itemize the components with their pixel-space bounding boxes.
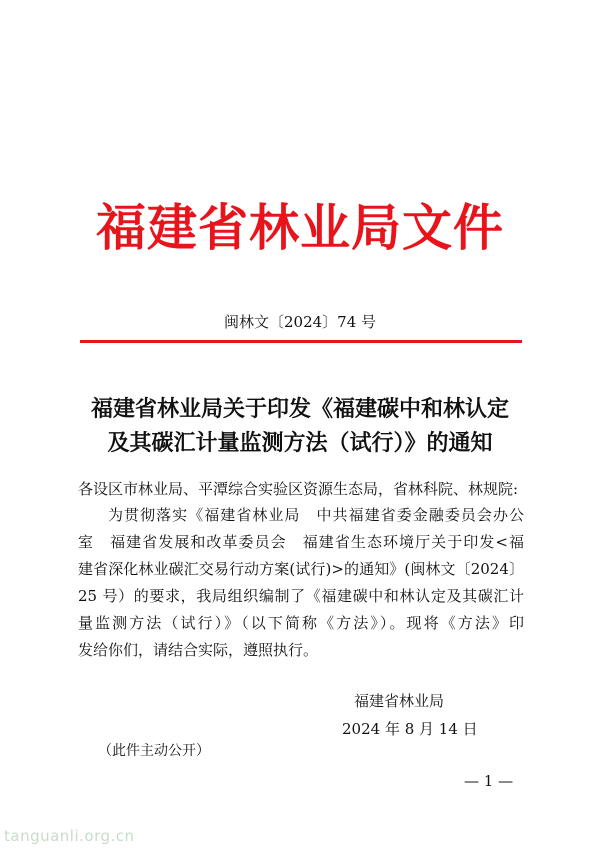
notice-title-line: 福建省林业局关于印发《福建碳中和林认定 <box>90 396 509 422</box>
issue-date: 2024 年 8 月 14 日 <box>342 720 478 738</box>
body-line: 建省深化林业碳汇交易行动方案(试行)>的通知》(闽林文〔2024〕 <box>78 560 524 578</box>
document-number: 闽林文〔2024〕74 号 <box>223 313 377 331</box>
site-watermark: tanguanli.org.cn <box>4 827 135 845</box>
red-divider-rule <box>80 340 522 343</box>
page-number: — 1 — <box>464 772 514 790</box>
notice-title-line: 及其碳汇计量监测方法（试行）》的通知 <box>107 430 493 456</box>
body-line: 发给你们，请结合实际，遵照执行。 <box>78 641 319 659</box>
issuing-authority: 福建省林业局 <box>354 692 445 710</box>
body-line: 25 号）的要求，我局组织编制了《福建碳中和林认定及其碳汇计 <box>78 587 524 605</box>
body-line: 为贯彻落实《福建省林业局 中共福建省委金融委员会办公 <box>108 506 524 524</box>
addressee-line: 各设区市林业局、平潭综合实验区资源生态局，省林科院、林规院: <box>78 480 519 498</box>
document-header-title: 福建省林业局文件 <box>96 199 504 257</box>
body-paragraph <box>78 502 524 664</box>
notice-title <box>0 392 600 460</box>
body-line: 室 福建省发展和改革委员会 福建省生态环境厅关于印发<福 <box>78 533 524 551</box>
body-line: 量监测方法（试行）》（以下简称《方法》）。现将《方法》印 <box>78 614 524 632</box>
disclosure-note: （此件主动公开） <box>98 743 210 759</box>
